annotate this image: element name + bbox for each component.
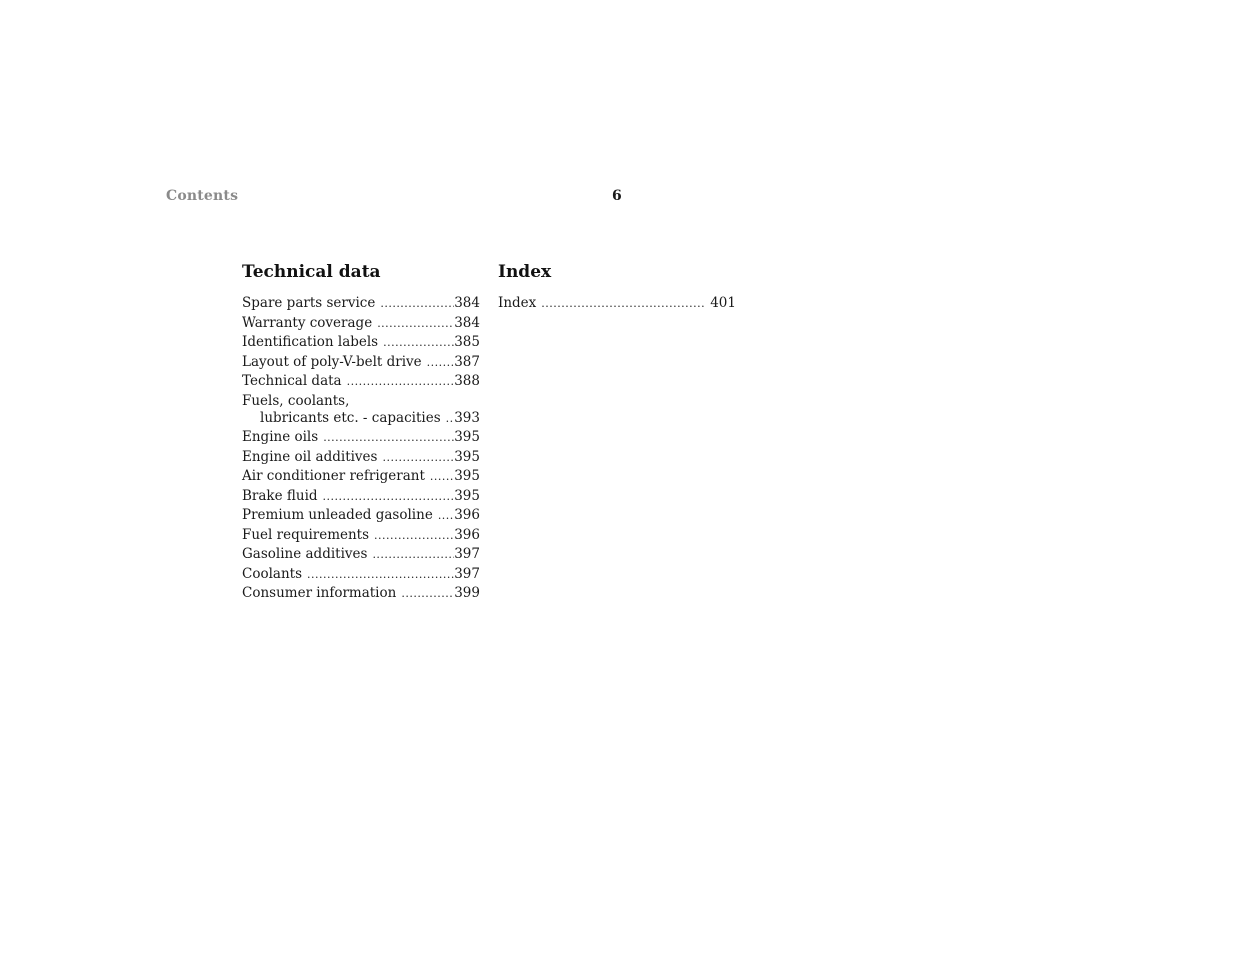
technical-data-list [242,295,480,602]
toc-entry-engine-oils[interactable] [242,429,480,446]
index-heading: Index [498,262,552,282]
toc-entry-page: 397 [454,546,480,562]
toc-entry-page: 388 [454,373,480,389]
technical-data-column [242,261,480,605]
toc-entry-title: Gasoline additives [242,546,368,562]
dot-leader [446,410,455,427]
toc-entry-title: Brake fluid [242,487,318,504]
toc-entry-technical-data[interactable] [242,373,480,390]
toc-entry-coolants[interactable] [242,566,480,583]
dot-leader [427,354,455,371]
dot-leader [377,315,454,332]
toc-entry-title: Engine oils [242,429,319,445]
toc-entry-title-continued: lubricants etc. - capacities [260,409,441,426]
toc-entry-title: Air conditioner refrigerant [242,468,425,484]
toc-entry-title: Identification labels [242,334,379,350]
toc-entry-title: Coolants [242,565,302,582]
dot-leader [438,507,454,524]
dot-leader [383,334,454,351]
toc-entry-index[interactable] [498,295,736,312]
toc-entry-premium-unleaded-gasoline[interactable] [242,507,480,524]
toc-entry-page: 396 [454,526,480,543]
toc-entry-consumer-information[interactable] [242,585,480,602]
toc-entry-page: 395 [454,448,480,465]
dot-leader [323,429,454,446]
dot-leader [347,373,455,390]
toc-entry-page: 395 [454,429,480,445]
toc-entry-page: 397 [454,565,480,582]
toc-entry-page: 387 [454,353,480,370]
toc-entry-fuel-requirements[interactable] [242,527,480,544]
page-number: 6 [612,188,622,204]
toc-entry-title: Engine oil additives [242,448,378,465]
dot-leader [382,449,454,466]
toc-entry-identification-labels[interactable] [242,334,480,351]
index-list [498,295,736,312]
running-head: Contents [166,188,239,204]
dot-leader [541,295,706,312]
dot-leader [307,566,454,583]
dot-leader [372,546,454,563]
dot-leader [380,295,454,312]
dot-leader [401,585,454,602]
toc-entry-title: Layout of poly-V-belt drive [242,353,422,370]
toc-entry-title: Premium unleaded gasoline [242,507,433,523]
technical-data-heading: Technical data [242,262,381,282]
dot-leader [323,488,455,505]
toc-entry-page: 385 [454,334,480,350]
toc-entry-title: Index [498,295,537,311]
toc-entry-gasoline-additives[interactable] [242,546,480,563]
toc-entry-page: 399 [454,585,480,601]
toc-entry-title: Technical data [242,373,342,389]
toc-entry-fuels-coolants-capacities[interactable] [242,393,480,427]
index-column [498,261,736,315]
toc-entry-page: 384 [454,314,480,331]
toc-entry-warranty-coverage[interactable] [242,315,480,332]
toc-entry-page: 395 [454,487,480,504]
toc-entry-title: Fuels, coolants, [242,392,350,409]
toc-entry-page: 393 [454,409,480,426]
dot-leader [374,527,454,544]
toc-entry-title: Consumer information [242,585,397,601]
toc-entry-title: Fuel requirements [242,526,370,543]
toc-entry-spare-parts-service[interactable] [242,295,480,312]
toc-entry-page: 395 [454,468,480,484]
toc-entry-poly-v-belt-drive[interactable] [242,354,480,371]
toc-entry-page: 384 [454,295,480,311]
toc-entry-engine-oil-additives[interactable] [242,449,480,466]
toc-entry-page: 401 [710,295,736,311]
toc-entry-air-conditioner-refrigerant[interactable] [242,468,480,485]
toc-entry-brake-fluid[interactable] [242,488,480,505]
toc-entry-page: 396 [454,507,480,523]
toc-entry-title: Spare parts service [242,295,376,311]
toc-entry-title: Warranty coverage [242,314,373,331]
dot-leader [430,468,454,485]
